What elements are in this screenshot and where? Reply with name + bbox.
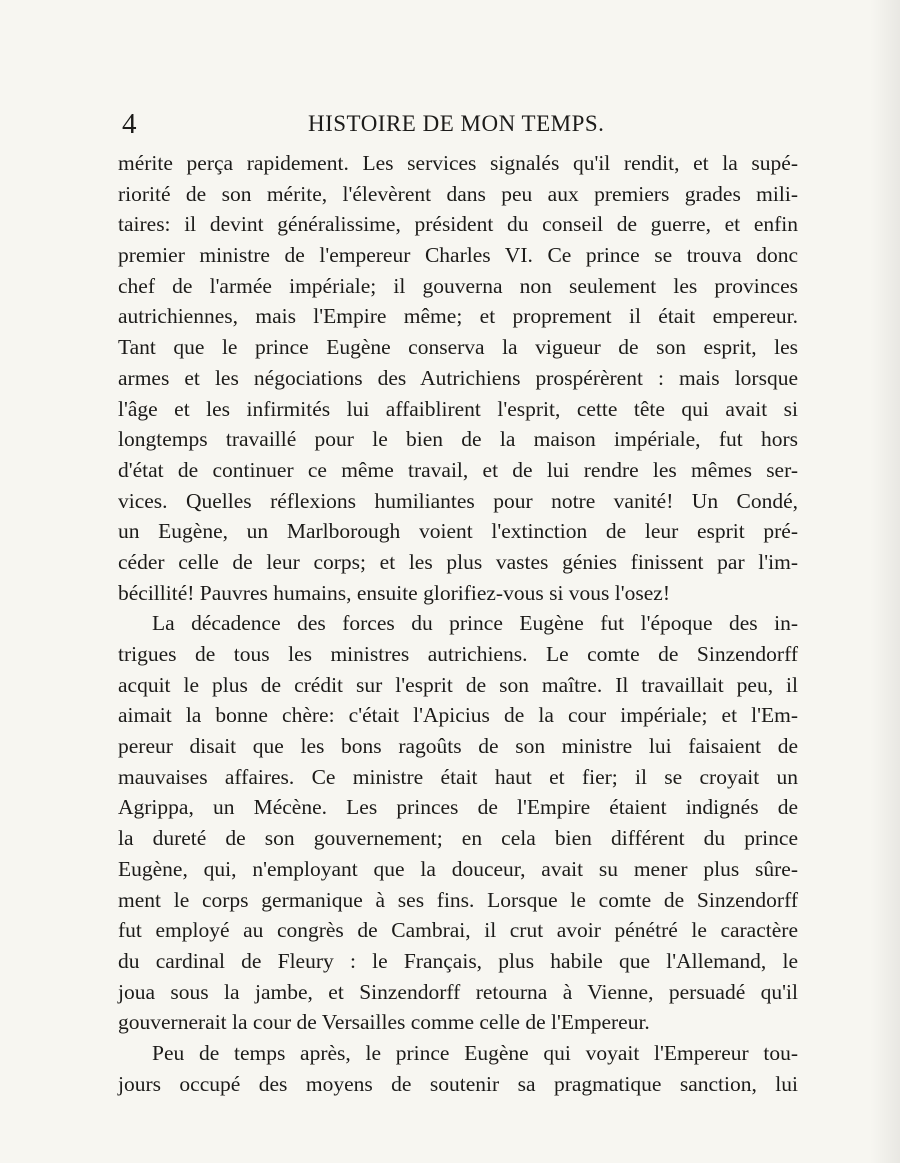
text-line: céder celle de leur corps; et les plus vastes génies finissent par l'im- (118, 549, 798, 574)
text-line: la dureté de son gouvernement; en cela bien différent du prince (118, 826, 798, 851)
running-head (118, 106, 798, 142)
text-line: trigues de tous les ministres autrichiens. Le comte de Sinzendorff (118, 642, 798, 666)
text-line: chef de l'armée impériale; il gouverna non seulement les provinces (118, 273, 798, 298)
page-number: 4 (122, 108, 137, 140)
text-line: longtemps travaillé pour le bien de la maison impériale, fut hors (118, 427, 798, 452)
text-line: aimait la bonne chère: c'était l'Apicius de la cour impériale; et l'Em- (118, 703, 798, 728)
text-line: Tant que le prince Eugène conserva la vigueur de son esprit, les (118, 335, 798, 360)
text-line: fut employé au congrès de Cambrai, il crut avoir pénétré le caractère (118, 918, 798, 943)
text-line: riorité de son mérite, l'élevèrent dans peu aux premiers grades mili- (118, 181, 798, 206)
text-line: premier ministre de l'empereur Charles VI. Ce prince se trouva donc (118, 243, 798, 268)
text-line: un Eugène, un Marlborough voient l'extinction de leur esprit pré- (118, 519, 798, 544)
page-edge-shadow (870, 0, 900, 1163)
text-line: mauvaises affaires. Ce ministre était haut et fier; il se croyait un (118, 764, 798, 789)
text-line: armes et les négociations des Autrichiens prospérèrent : mais lorsque (118, 365, 798, 390)
text-line: autrichiennes, mais l'Empire même; et proprement il était empereur. (118, 304, 798, 329)
body-text (118, 148, 798, 1099)
paragraph-end-line: bécillité! Pauvres humains, ensuite glorifiez-vous si vous l'osez! (118, 580, 670, 605)
paragraph-start-line: La décadence des forces du prince Eugène fut l'époque des in- (152, 611, 798, 636)
text-line: Agrippa, un Mécène. Les princes de l'Empire étaient indignés de (118, 795, 798, 820)
text-line: joua sous la jambe, et Sinzendorff retourna à Vienne, persuadé qu'il (118, 979, 798, 1004)
paragraph-start-line: Peu de temps après, le prince Eugène qui voyait l'Empereur tou- (152, 1040, 798, 1065)
text-line: vices. Quelles réflexions humiliantes pour notre vanité! Un Condé, (118, 488, 798, 513)
text-line: l'âge et les infirmités lui affaiblirent l'esprit, cette tête qui avait si (118, 396, 798, 421)
text-line: ment le corps germanique à ses fins. Lorsque le comte de Sinzendorff (118, 887, 798, 912)
text-line: du cardinal de Fleury : le Français, plus habile que l'Allemand, le (118, 948, 798, 973)
paragraph-end-line: gouvernerait la cour de Versailles comme celle de l'Empereur. (118, 1010, 650, 1035)
text-line: d'état de continuer ce même travail, et de lui rendre les mêmes ser- (118, 457, 798, 482)
text-line: jours occupé des moyens de soutenir sa pragmatique sanction, lui (118, 1071, 798, 1096)
text-line: acquit le plus de crédit sur l'esprit de son maître. Il travaillait peu, il (118, 672, 798, 697)
text-line: taires: il devint généralissime, président du conseil de guerre, et enfin (118, 212, 798, 237)
text-line: Eugène, qui, n'employant que la douceur, avait su mener plus sûre- (118, 856, 798, 881)
running-title: HISTOIRE DE MON TEMPS. (308, 111, 605, 136)
text-line: pereur disait que les bons ragoûts de son ministre lui faisaient de (118, 734, 798, 759)
text-line: mérite perça rapidement. Les services signalés qu'il rendit, et la supé- (118, 151, 798, 175)
